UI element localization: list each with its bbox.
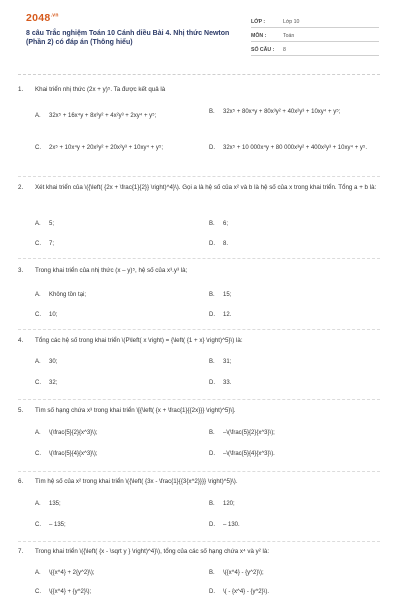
option-c[interactable] [35,144,200,152]
option-text: 6; [223,221,229,227]
option-c[interactable] [35,450,200,458]
option-b[interactable] [209,358,377,366]
option-letter: D. [209,522,215,528]
question-text: Khai triển nhị thức (2x + y)⁵. Ta được kết quả là [35,86,166,93]
logo-suffix: .vn [50,12,59,19]
option-letter: D. [209,380,215,386]
option-b[interactable] [209,220,377,228]
option-text: – 135; [49,522,66,528]
option-b[interactable] [209,291,377,299]
option-text: 32x⁵ + 10 000x⁴y + 80 000x³y² + 400x²y³ + 10xy⁴ + y⁵. [223,145,368,151]
question-divider [18,399,380,400]
question-7 [18,548,380,598]
meta-row-class [251,14,379,28]
document-title: 8 câu Trắc nghiệm Toán 10 Cánh diều Bài 4. Nhị thức Newton (Phần 2) có đáp án (Thông hiểu) [26,30,230,46]
question-stem [18,267,380,276]
option-text: –\(\frac{5}{2}{x^3}\); [223,430,275,436]
question-divider [18,176,380,177]
question-number: 2. [18,184,24,191]
option-letter: D. [209,145,215,151]
option-d[interactable] [209,521,377,529]
option-letter: D. [209,589,215,595]
option-text: –\(\frac{5}{4}{x^3}\). [223,451,275,457]
header-divider [18,74,380,75]
question-2 [18,184,380,248]
question-stem [18,337,380,346]
question-divider [18,541,380,542]
option-a[interactable] [35,500,200,508]
option-a[interactable] [35,569,200,577]
option-b[interactable] [209,500,377,508]
meta-table [251,14,379,56]
question-number: 3. [18,267,24,274]
question-6 [18,478,380,536]
option-letter: C. [35,589,41,595]
question-text: Tìm hệ số của x² trong khai triển \({\left( {3x - \frac{1}{{3{x^2}}}} \right)^5}\). [35,478,238,485]
option-letter: B. [209,501,215,507]
option-text: 5; [49,221,55,227]
option-text: Không tồn tại; [49,292,87,298]
meta-row-count [251,42,379,56]
option-letter: C. [35,145,41,151]
question-divider [18,329,380,330]
option-letter: D. [209,241,215,247]
option-letter: B. [209,359,215,365]
option-a[interactable] [35,358,200,366]
question-number: 4. [18,337,24,344]
option-text: 12. [223,312,232,318]
option-letter: B. [209,221,215,227]
option-letter: C. [35,241,41,247]
option-letter: C. [35,312,41,318]
question-stem [18,548,380,557]
option-letter: C. [35,451,41,457]
option-letter: A. [35,113,41,119]
question-4 [18,337,380,393]
option-text: 32; [49,380,58,386]
question-number: 5. [18,407,24,414]
option-d[interactable] [209,450,377,458]
option-letter: D. [209,312,215,318]
question-stem [18,407,380,416]
logo-text: 2048 [26,12,51,24]
question-text: Trong khai triển \({\left( {x - \sqrt y } \right)^4}\), tổng của các số hạng chứa x⁴ và y² là: [35,548,270,555]
option-text: 31; [223,359,232,365]
option-letter: D. [209,451,215,457]
option-text: \(\frac{5}{2}{x^3}\); [49,430,98,436]
option-letter: C. [35,522,41,528]
option-d[interactable] [209,240,377,248]
site-logo[interactable] [26,12,59,24]
option-text: 32x⁵ + 16x⁴y + 8x³y² + 4x²y³ + 2xy⁴ + y⁵; [49,113,157,119]
option-letter: A. [35,359,41,365]
option-text: 32x⁵ + 80x⁴y + 80x³y² + 40x²y³ + 10xy⁴ + y⁵; [223,109,341,115]
option-c[interactable] [35,379,200,387]
option-letter: B. [209,292,215,298]
meta-value: Toán [283,33,295,39]
meta-value: 8 [283,47,286,53]
option-text: 2x⁵ + 10x⁴y + 20x³y² + 20x²y³ + 10xy⁴ + y⁵; [49,145,164,151]
option-c[interactable] [35,311,200,319]
question-stem [18,184,380,193]
question-divider [18,471,380,472]
question-3 [18,267,380,323]
option-letter: C. [35,380,41,386]
question-number: 1. [18,86,24,93]
question-text: Tổng các hệ số trong khai triển \(P\left( x \right) = {\left( {1 + x} \right)^5}\) là: [35,337,243,344]
question-number: 7. [18,548,24,555]
meta-label: SỐ CÂU : [251,47,275,53]
option-text: – 130. [223,522,240,528]
option-b[interactable] [209,108,377,116]
option-text: 10; [49,312,58,318]
option-c[interactable] [35,240,200,248]
question-number: 6. [18,478,24,485]
option-text: 33. [223,380,232,386]
option-a[interactable] [35,112,200,120]
option-d[interactable] [209,144,377,152]
option-letter: A. [35,292,41,298]
option-text: \({x^4} + 2{y^2}\); [49,570,95,576]
option-a[interactable] [35,220,200,228]
option-c[interactable] [35,588,200,596]
meta-label: MÔN : [251,33,267,39]
option-text: 15; [223,292,232,298]
option-letter: A. [35,221,41,227]
option-c[interactable] [35,521,200,529]
option-letter: B. [209,570,215,576]
option-text: \(\frac{5}{4}{x^3}\); [49,451,98,457]
option-a[interactable] [35,429,200,437]
option-text: \( - {x^4} - {y^2}\). [223,589,269,595]
option-letter: A. [35,570,41,576]
option-d[interactable] [209,379,377,387]
option-text: 7; [49,241,55,247]
question-text: Trong khai triển của nhị thức (x – y)⁵, hệ số của x³.y³ là; [35,267,188,274]
question-1 [18,86,380,164]
meta-row-subject [251,28,379,42]
option-text: \({x^4} - {y^2}\); [223,570,264,576]
question-5 [18,407,380,465]
option-text: 135; [49,501,61,507]
option-text: \({x^4} + {y^2}\); [49,589,92,595]
page-header [0,0,400,72]
question-text: Tìm số hạng chứa x³ trong khai triển \[{\left( {x + \frac{1}{{2x}}} \right)^5}\]. [35,407,236,414]
option-letter: A. [35,430,41,436]
option-text: 120; [223,501,235,507]
option-a[interactable] [35,291,200,299]
option-letter: B. [209,109,215,115]
meta-label: LỚP : [251,19,266,25]
meta-value: Lớp 10 [283,19,300,25]
option-text: 8. [223,241,229,247]
question-stem [18,86,380,95]
option-b[interactable] [209,429,377,437]
option-text: 30; [49,359,58,365]
question-text: Xét khai triển của \({\left( {2x + \frac{1}{2}} \right)^4}\). Gọi a là hệ số của x² và b là hệ số của x trong khai triển. Tổng a + b là: [35,184,377,191]
option-b[interactable] [209,569,377,577]
option-letter: B. [209,430,215,436]
question-divider [18,258,380,259]
option-d[interactable] [209,311,377,319]
question-stem [18,478,380,487]
option-d[interactable] [209,588,377,596]
option-letter: A. [35,501,41,507]
